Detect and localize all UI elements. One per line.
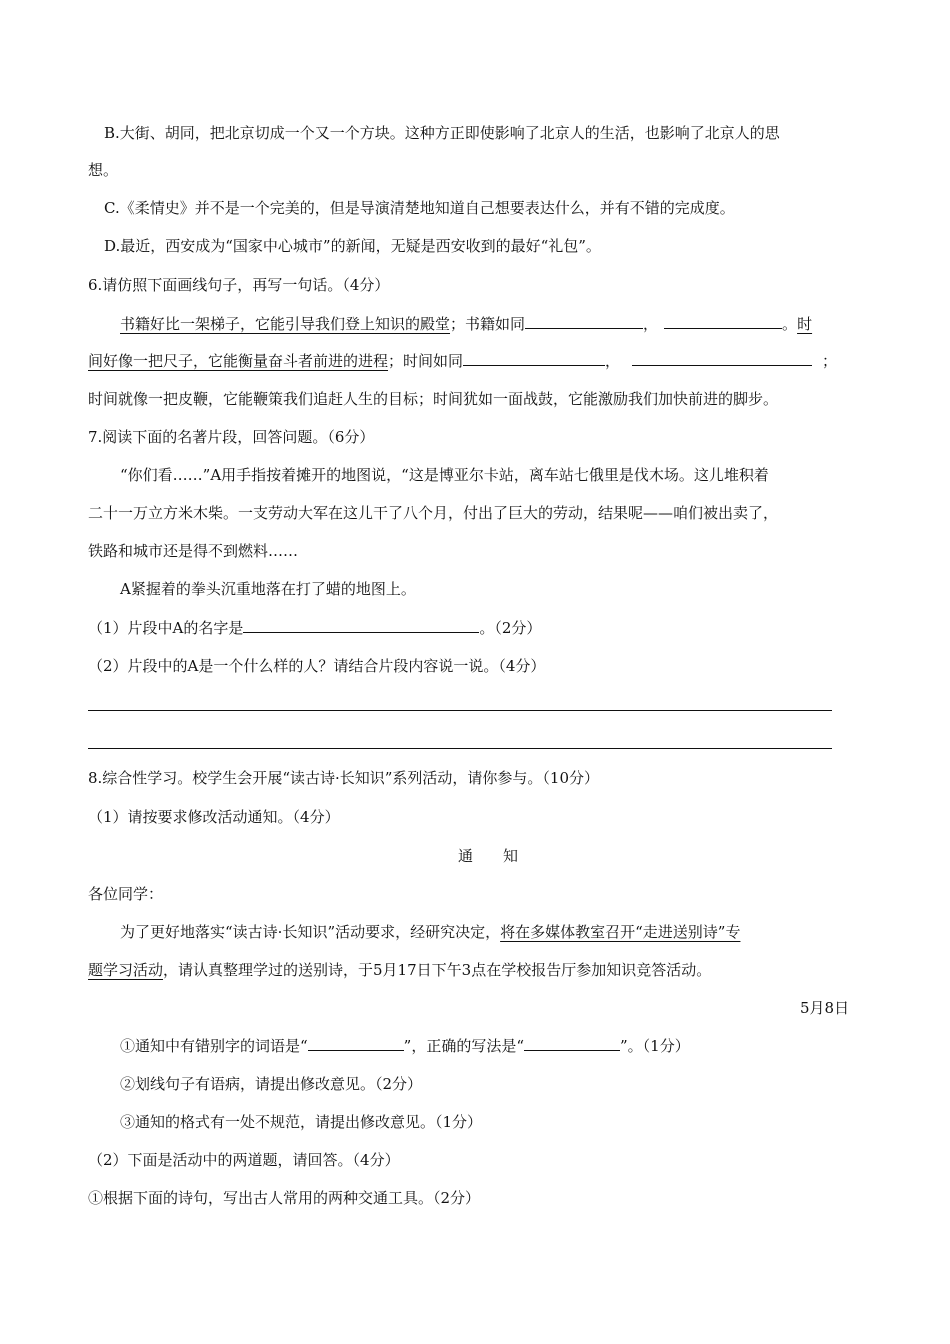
q6-underlined-sentence-2: 间好像一把尺子，它能衡量奋斗者前进的进程: [88, 352, 389, 370]
q6-underlined-sentence-1: 书籍好比一架梯子，它能引导我们登上知识的殿堂: [120, 315, 451, 333]
q6-blank-3[interactable]: [463, 351, 605, 366]
q7-excerpt-para2: A紧握着的拳头沉重地落在打了蜡的地图上。: [120, 580, 416, 598]
q8-sub1-item3: ③通知的格式有一处不规范，请提出修改意见。（1分）: [120, 1113, 483, 1131]
q8-sub2: （2）下面是活动中的两道题，请回答。（4分）: [88, 1151, 400, 1169]
q7-name-blank[interactable]: [243, 618, 479, 633]
q6-blank-2[interactable]: [664, 314, 782, 329]
q7-excerpt-line2: 二十一万立方米木柴。一支劳动大军在这儿干了八个月，付出了巨大的劳动，结果呢——咱们被出卖了，: [88, 504, 779, 522]
q8-sub2-item1: ①根据下面的诗句，写出古人常用的两种交通工具。（2分）: [88, 1189, 481, 1207]
notice-underlined-sentence: 将在多媒体教室召开“走进送别诗”专: [500, 923, 741, 941]
notice-body-line1: 为了更好地落实“读古诗·长知识”活动要求，经研究决定，将在多媒体教室召开“走进送别诗”专: [120, 923, 741, 941]
q8-sub1-item2: ②划线句子有语病，请提出修改意见。（2分）: [120, 1075, 423, 1093]
correct-word-blank[interactable]: [524, 1036, 620, 1051]
notice-greeting: 各位同学：: [88, 885, 164, 903]
q8-sub1: （1）请按要求修改活动通知。（4分）: [88, 808, 340, 826]
q5-option-d: D.最近，西安成为“国家中心城市”的新闻，无疑是西安收到的最好“礼包”。: [104, 237, 601, 255]
q8-title: 8.综合性学习。校学生会开展“读古诗·长知识”系列活动，请你参与。（10分）: [88, 769, 600, 787]
notice-body-line2: 题学习活动，请认真整理学过的送别诗，于5月17日下午3点在学校报告厅参加知识竞答活动。: [88, 961, 712, 979]
q7-excerpt-line1: “你们看……”A用手指按着摊开的地图说，“这是博亚尔卡站，离车站七俄里是伐木场。这儿堆积着: [120, 466, 769, 484]
notice-title: 通 知: [458, 847, 519, 865]
q7-answer-line-1[interactable]: [88, 710, 832, 711]
q6-line2: 间好像一把尺子，它能衡量奋斗者前进的进程；时间如同 ， ；: [88, 352, 838, 370]
q6-blank-4[interactable]: [632, 351, 812, 366]
q5-option-b-line1: B.大街、胡同，把北京切成一个又一个方块。这种方正即使影响了北京人的生活，也影响了北京人的思: [104, 124, 780, 142]
q8-sub1-item1: ①通知中有错别字的词语是“ ”，正确的写法是“ ”。（1分）: [120, 1037, 690, 1055]
q7-excerpt-line3: 铁路和城市还是得不到燃料……: [88, 542, 299, 560]
typo-word-blank[interactable]: [308, 1036, 404, 1051]
q6-line1: 书籍好比一架梯子，它能引导我们登上知识的殿堂；书籍如同 ， 。时: [120, 315, 813, 333]
q6-title: 6.请仿照下面画线句子，再写一句话。（4分）: [88, 276, 390, 294]
q6-blank-1[interactable]: [525, 314, 643, 329]
q7-sub2: （2）片段中的A是一个什么样的人？请结合片段内容说一说。（4分）: [88, 657, 546, 675]
q7-answer-line-2[interactable]: [88, 748, 832, 749]
q5-option-b-line2: 想。: [88, 161, 119, 179]
q6-line3: 时间就像一把皮鞭，它能鞭策我们追赶人生的目标；时间犹如一面战鼓，它能激励我们加快前进的脚步。: [88, 390, 779, 408]
q7-sub1: （1）片段中A的名字是 。（2分）: [88, 619, 542, 637]
notice-date: 5月8日: [800, 999, 850, 1017]
q7-title: 7.阅读下面的名著片段，回答问题。（6分）: [88, 428, 375, 446]
q5-option-c: C.《柔情史》并不是一个完美的，但是导演清楚地知道自己想要表达什么，并有不错的完成度。: [104, 199, 735, 217]
